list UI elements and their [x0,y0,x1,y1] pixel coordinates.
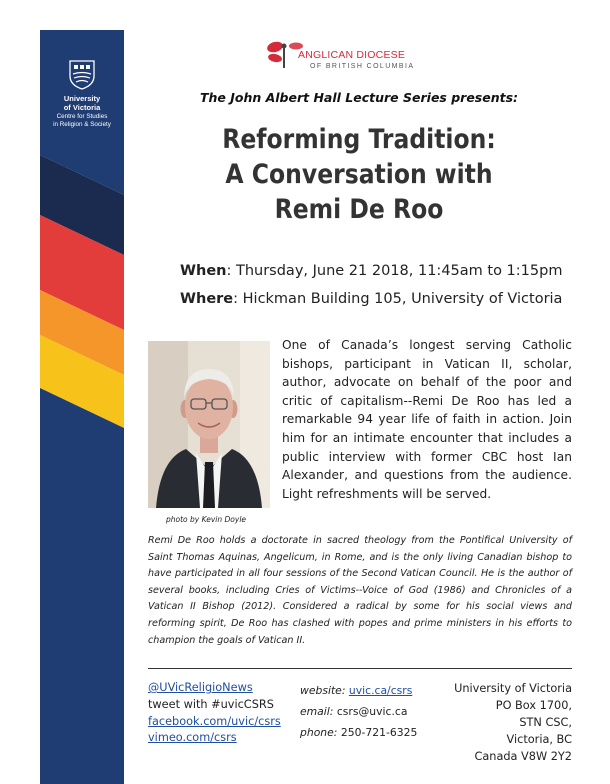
address-line-2: PO Box 1700, [495,699,572,712]
footer-divider [148,668,572,669]
banner-stripes [40,30,124,784]
speaker-portrait [148,341,270,508]
phone-number: 250-721-6325 [340,726,418,739]
event-description: One of Canada’s longest serving Catholic bishops, participant in Vatican II, scholar, author, advocate on behalf of the poor and critic of capitalism--Remi De Roo has led a remarkable 94 year life of faith in action. Join him for an intimate encounter that includes a public interview with former CBC host Ian Alexander, and questions from the audience. Light refreshments will be served. [282,338,572,501]
university-name: University of Victoria [63,94,101,112]
uvic-logo [40,60,124,129]
website-link[interactable]: uvic.ca/csrs [348,684,413,697]
when-label: When [180,263,227,279]
title-line-2: A Conversation with [225,159,493,190]
facebook-link[interactable]: facebook.com/uvic/csrs [148,714,281,728]
when-value: : Thursday, June 21 2018, 11:45am to 1:15pm [226,263,563,279]
event-where [180,291,562,307]
speaker-photo [148,341,270,508]
social-links [148,680,281,747]
diocese-name: ANGLICAN DIOCESE [298,49,406,61]
photo-credit: photo by Kevin Doyle [166,515,247,524]
contact-info [300,680,417,743]
email-address[interactable]: csrs@uvic.ca [336,705,408,718]
event-when [180,263,562,279]
address-line-5: Canada V8W 2Y2 [474,750,572,763]
vimeo-link[interactable]: vimeo.com/csrs [148,731,237,745]
website-label: website: [300,684,346,697]
uvic-crest-icon [69,60,95,90]
address-line-4: Victoria, BC [506,733,572,746]
speaker-background: Remi De Roo holds a doctorate in sacred theology from the Pontifical University of Saint Thomas Aquinas, Angelicum, in Rome, and is the only living Canadian bishop to have participated in all four sessions of the Second Vatican Council. He is the author of several books, including Cries of Victims--Voice of God (1986) and Chronicles of a Vatican II Bishop (2012). Considered a radical by some for his social views and reforming spirit, De Roo has clashed with popes and prime ministers in his efforts to champion the goals of Vatican II. [148,535,572,646]
diocese-logo [266,38,436,80]
where-value: : Hickman Building 105, University of Victoria [233,291,563,307]
mailing-address [454,680,572,765]
series-line: The John Albert Hall Lecture Series presents: [199,90,519,105]
page-title [175,122,542,227]
centre-name: Centre for Studies in Religion & Society [53,113,111,128]
title-line-3: Remi De Roo [274,194,444,225]
title-line-1: Reforming Tradition: [222,124,496,155]
where-label: Where [180,291,234,307]
hashtag-line: tweet with #uvicCSRS [148,697,274,711]
diocese-subtitle: OF BRITISH COLUMBIA [310,63,415,70]
email-label: email: [300,705,334,718]
phone-label: phone: [300,726,338,739]
address-line-1: University of Victoria [454,682,572,695]
twitter-link[interactable]: @UVicReligioNews [148,681,253,694]
side-banner [40,30,124,784]
address-line-3: STN CSC, [519,716,572,729]
